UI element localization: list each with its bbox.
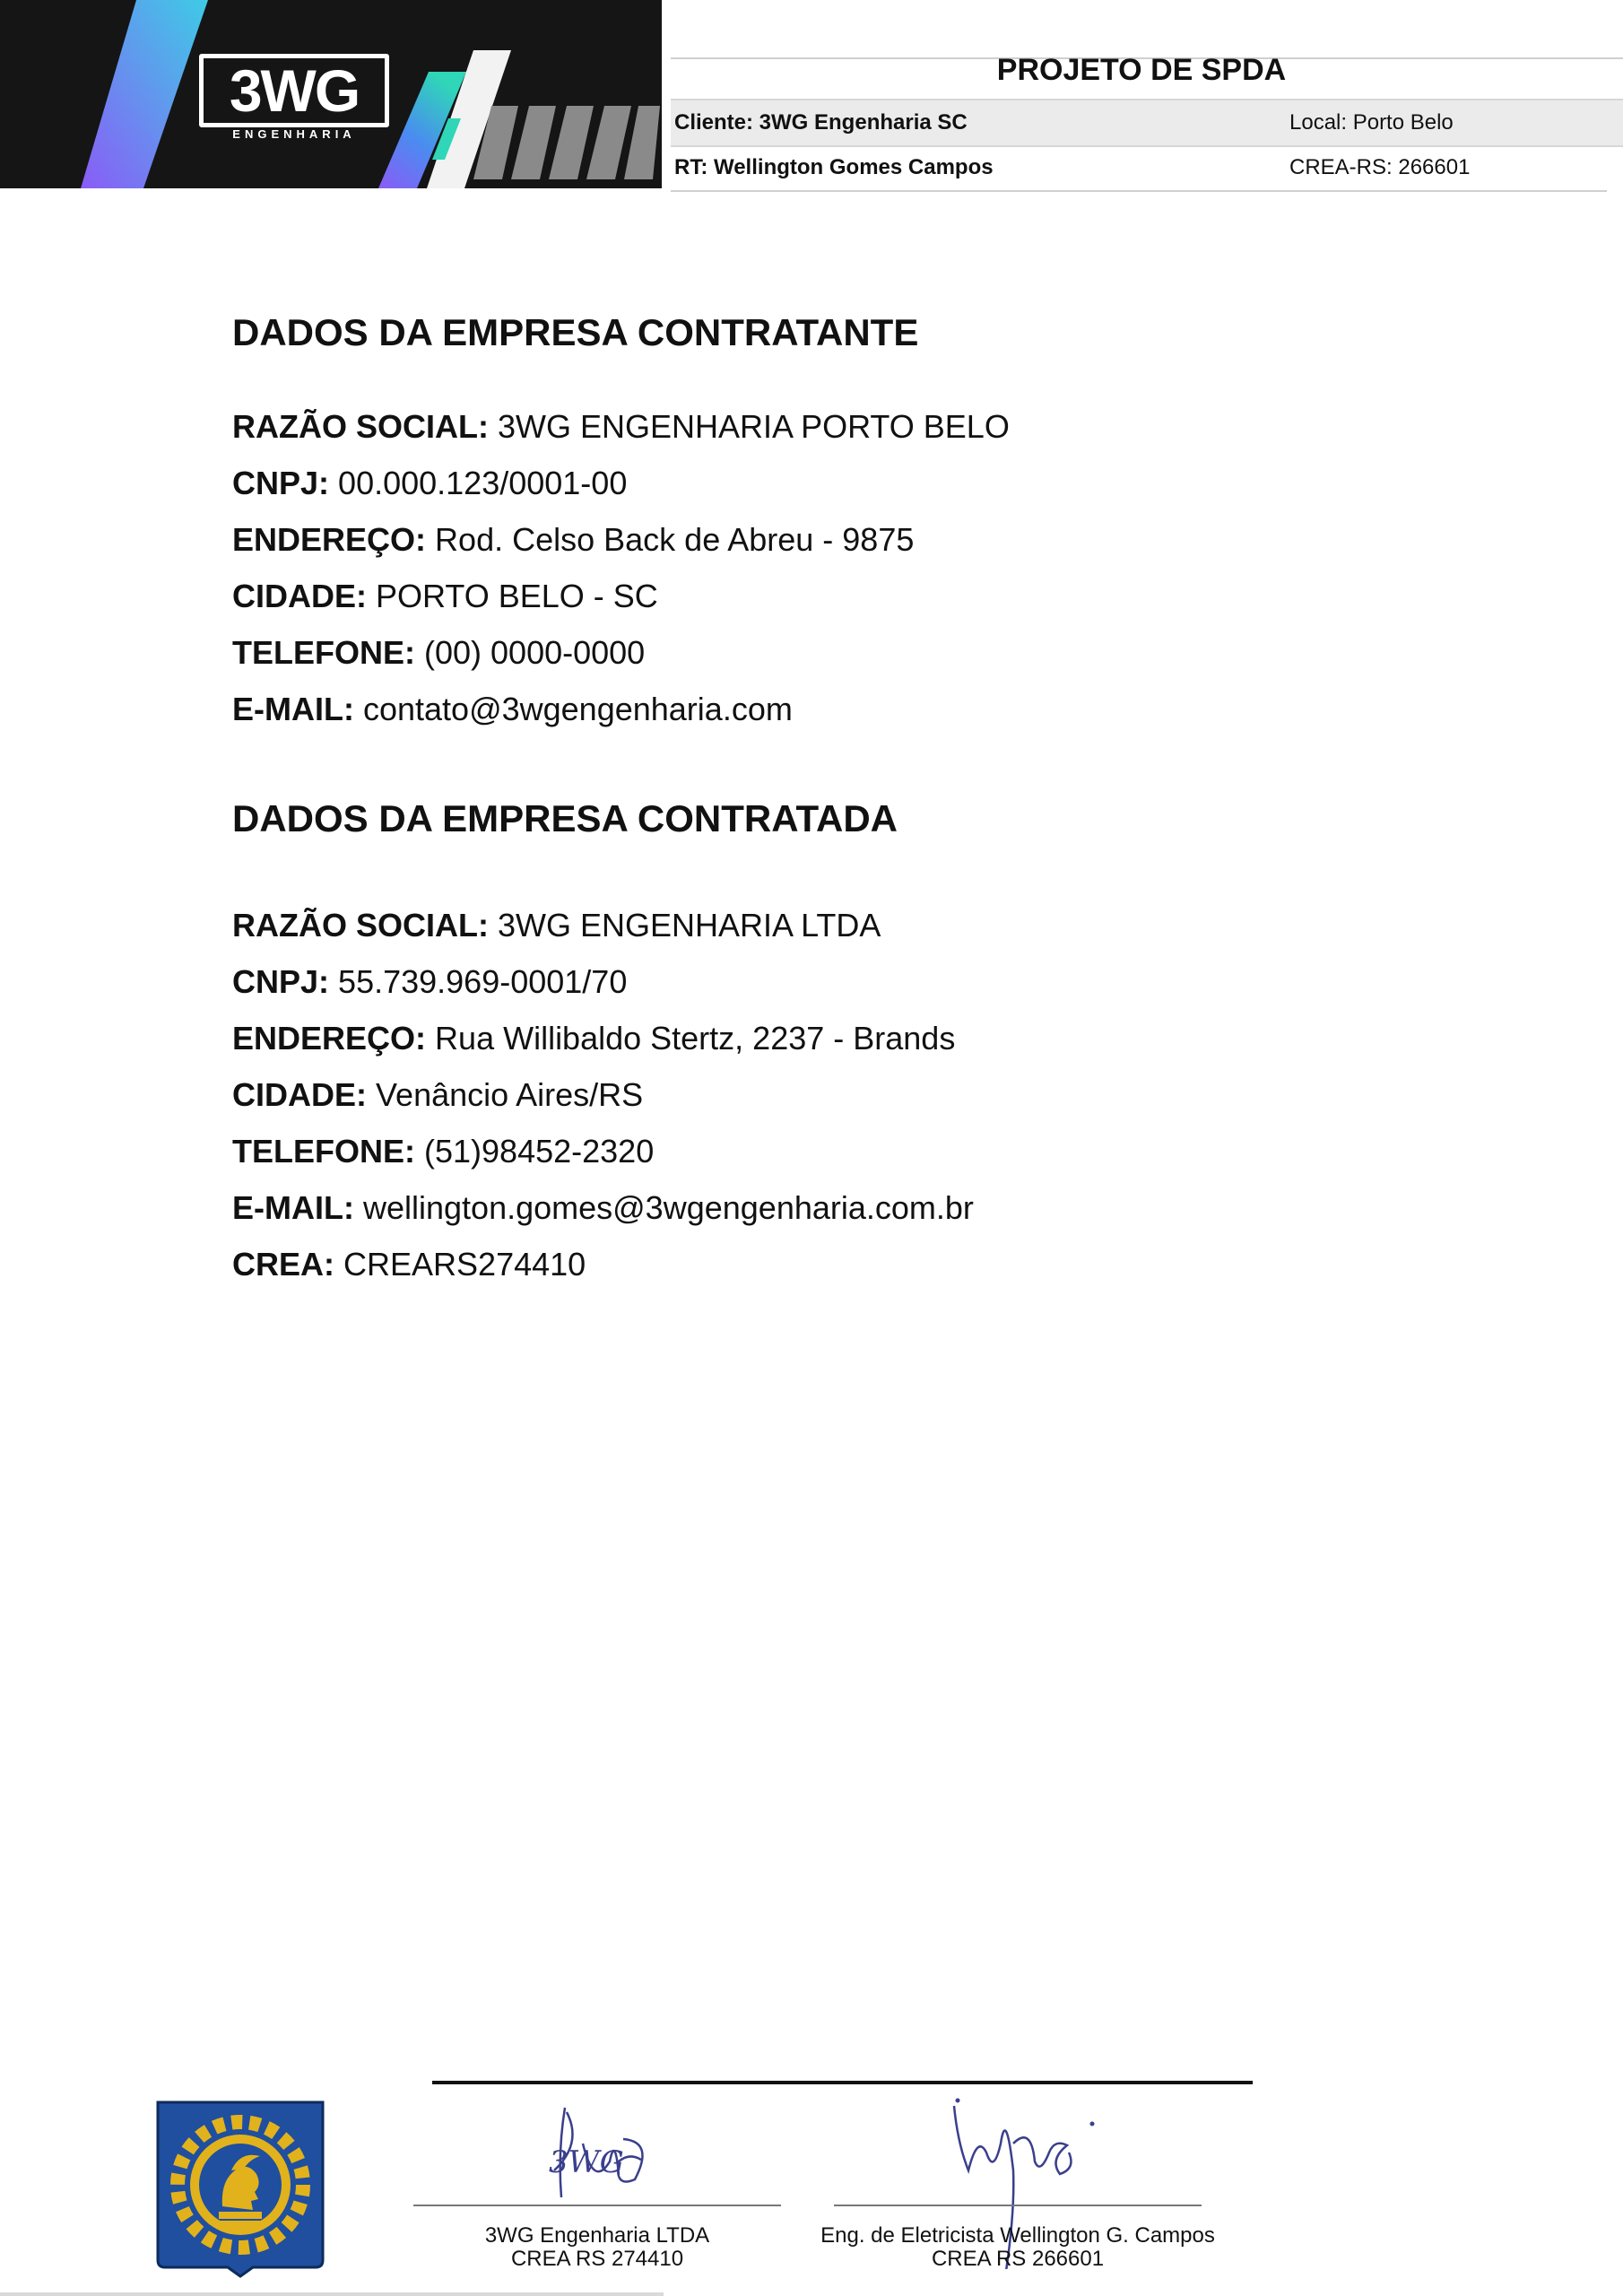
field-value: 3WG ENGENHARIA PORTO BELO [498,408,1010,445]
field-value: (51)98452-2320 [424,1133,655,1170]
signer-name: 3WG Engenharia LTDA [484,2223,710,2248]
seal-pedestal-base [213,2221,267,2226]
field-email [232,1179,974,1236]
field-label: E-MAIL: [232,691,354,727]
crea-seal-icon [154,2099,326,2283]
field-value: contato@3wgengenharia.com [362,691,793,727]
signature-initials: 3WG [549,2144,624,2180]
field-label: CNPJ: [232,963,330,1000]
signer-crea: CREA RS 274410 [510,2247,684,2271]
field-razao-social [232,897,974,953]
signature-block-company [413,2205,781,2271]
signer-name: Eng. de Eletricista Wellington G. Campos [820,2223,1215,2248]
field-cnpj [232,953,974,1010]
header-banner [0,0,662,188]
field-label: TELEFONE: [232,1133,415,1170]
signature-3wg [529,2090,664,2211]
field-label: ENDEREÇO: [232,521,427,558]
field-label: CNPJ: [232,465,330,501]
field-telefone [232,1123,974,1179]
company-logo [199,54,389,127]
field-label: E-MAIL: [232,1189,354,1226]
field-endereco [232,1010,974,1066]
left-stripe [81,0,208,188]
field-value: 55.739.969-0001/70 [338,963,628,1000]
field-cidade [232,1066,974,1123]
field-endereco [232,511,1010,568]
field-label: CREA: [232,1246,334,1283]
field-cidade [232,568,1010,624]
signature-line [834,2205,1202,2206]
document-title: PROJETO DE SPDA [996,53,1287,87]
field-label: RAZÃO SOCIAL: [232,408,489,445]
logo-subtitle: ENGENHARIA [232,127,356,141]
page-bottom-rule [0,2292,664,2296]
signature-top-rule [432,2081,1253,2084]
section-title: DADOS DA EMPRESA CONTRATANTE [232,311,919,353]
rt-row [671,145,1607,192]
field-crea [232,1236,974,1292]
section-contratada [232,796,974,1292]
location: Local: Porto Belo [1289,110,1454,135]
field-value: 00.000.123/0001-00 [338,465,628,501]
field-label: TELEFONE: [232,634,415,671]
field-value: Rod. Celso Back de Abreu - 9875 [435,521,915,558]
section-contratante [232,310,1010,737]
field-label: CIDADE: [232,578,367,614]
field-telefone [232,624,1010,681]
field-value: 3WG ENGENHARIA LTDA [498,907,881,944]
signer-crea: CREA RS 266601 [931,2247,1105,2271]
crea-number: CREA-RS: 266601 [1289,155,1471,179]
field-label: CIDADE: [232,1076,367,1113]
field-label: RAZÃO SOCIAL: [232,907,489,944]
section-title: DADOS DA EMPRESA CONTRATADA [232,797,898,839]
field-value: Venâncio Aires/RS [376,1076,644,1113]
client-name: Cliente: 3WG Engenharia SC [674,110,968,135]
seal-pedestal [219,2212,262,2219]
field-value: PORTO BELO - SC [376,578,658,614]
field-razao-social [232,398,1010,455]
grey-bar-5 [624,106,660,179]
field-value: Rua Willibaldo Stertz, 2237 - Brands [435,1020,956,1057]
signature-block-engineer [820,2205,1215,2271]
grey-bar-3 [549,106,594,179]
client-row [671,99,1623,147]
field-email [232,681,1010,737]
logo-wordmark: 3WG [229,57,360,124]
field-value: wellington.gomes@3wgengenharia.com.br [362,1189,974,1226]
header-info-box [671,53,1623,190]
field-label: ENDEREÇO: [232,1020,427,1057]
signature-line [413,2205,781,2206]
grey-bar-2 [511,106,556,179]
field-value: CREARS274410 [343,1246,586,1283]
grey-bar-4 [586,106,631,179]
responsible-technician: RT: Wellington Gomes Campos [674,155,994,179]
field-value: (00) 0000-0000 [424,634,646,671]
field-cnpj [232,455,1010,511]
